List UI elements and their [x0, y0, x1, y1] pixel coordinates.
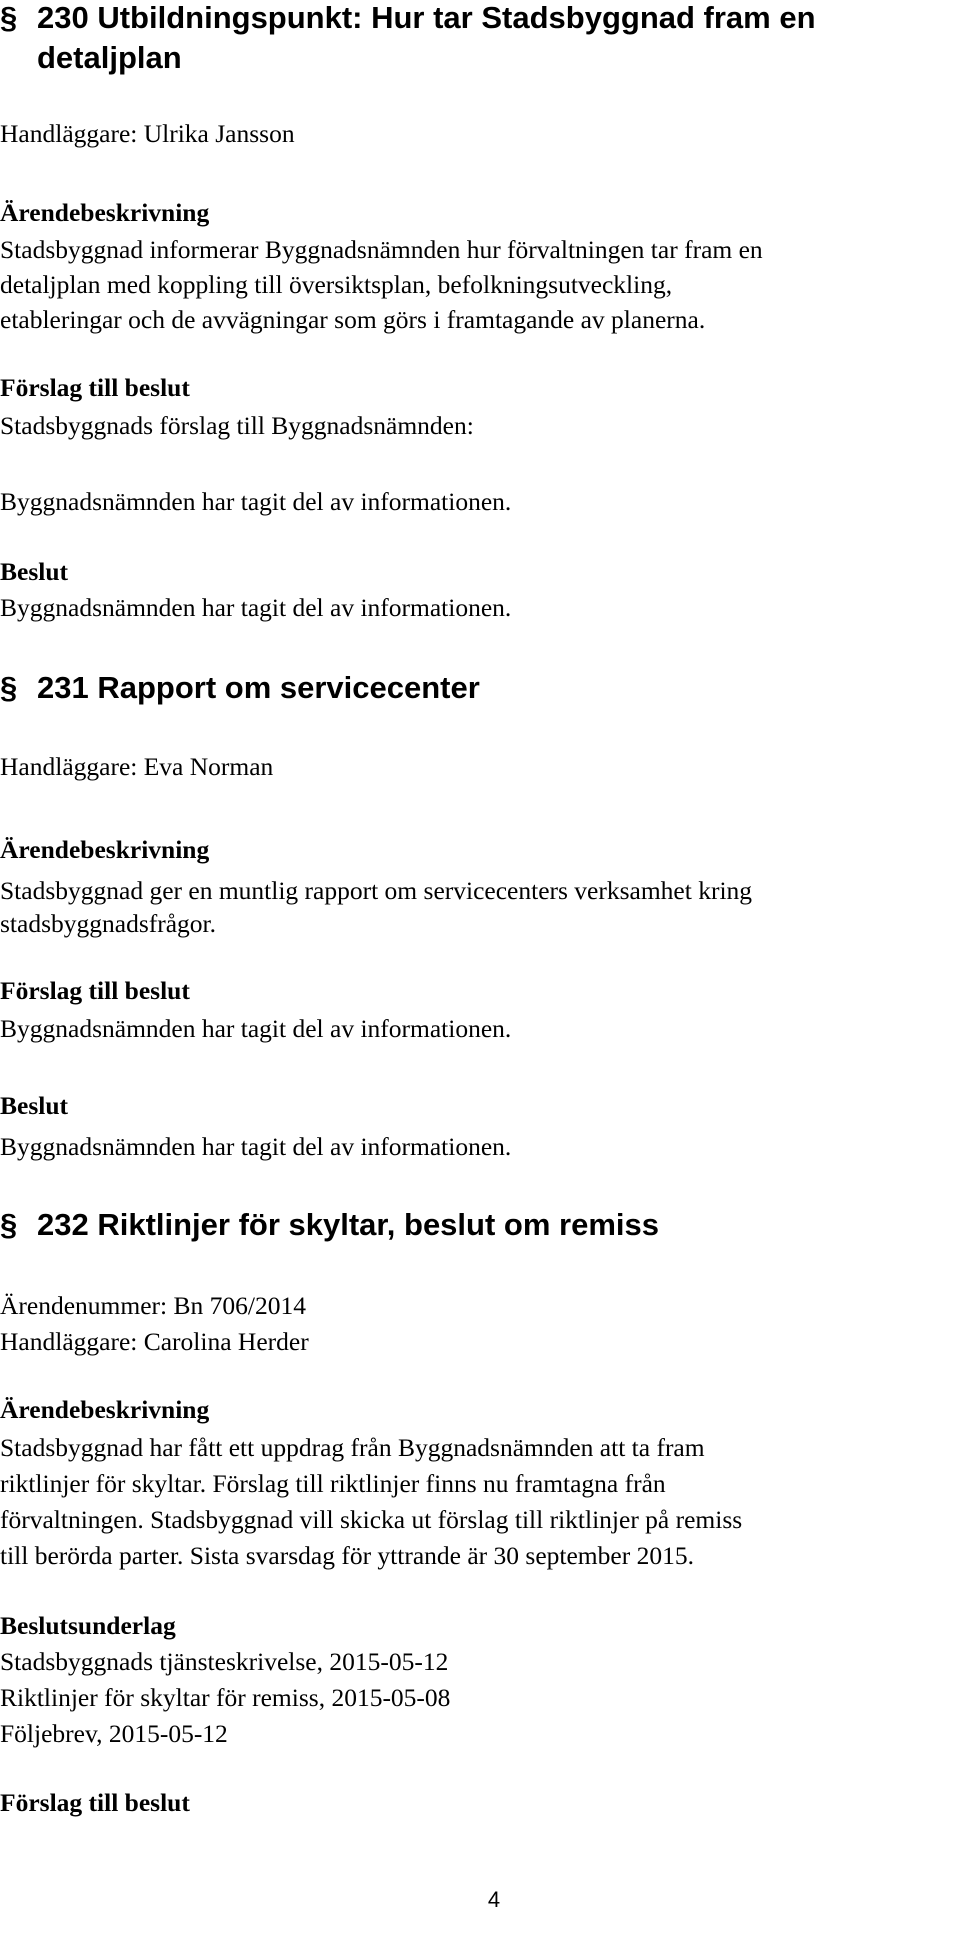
beslut-label-231: Beslut: [0, 1091, 69, 1120]
forslag-label-232: Förslag till beslut: [0, 1788, 190, 1817]
arendebeskrivning-line: förvaltningen. Stadsbyggnad vill skicka ut förslag till riktlinjer på remiss: [0, 1505, 743, 1534]
beslutsunderlag-label-232: Beslutsunderlag: [0, 1611, 176, 1640]
beslut-label-230: Beslut: [0, 557, 69, 586]
beslut-text-231: Byggnadsnämnden har tagit del av informationen.: [0, 1132, 512, 1161]
forslag-text-230: Byggnadsnämnden har tagit del av informationen.: [0, 487, 512, 516]
arendebeskrivning-label-232: Ärendebeskrivning: [0, 1395, 210, 1424]
forslag-label-231: Förslag till beslut: [0, 976, 190, 1005]
arendebeskrivning-line: Stadsbyggnad har fått ett uppdrag från Byggnadsnämnden att ta fram: [0, 1433, 705, 1462]
beslut-text-230: Byggnadsnämnden har tagit del av informationen.: [0, 593, 512, 622]
section-heading-231: § 231 Rapport om servicecenter: [0, 668, 942, 708]
page-number: 4: [487, 1887, 501, 1912]
arendebeskrivning-label-231: Ärendebeskrivning: [0, 835, 210, 864]
beslutsunderlag-item: Riktlinjer för skyltar för remiss, 2015-05-08: [0, 1683, 451, 1712]
arendebeskrivning-line: etableringar och de avvägningar som görs i framtagande av planerna.: [0, 305, 706, 334]
beslutsunderlag-item: Stadsbyggnads tjänsteskrivelse, 2015-05-12: [0, 1647, 449, 1676]
section-sign-icon: §: [0, 0, 18, 35]
beslutsunderlag-item: Följebrev, 2015-05-12: [0, 1719, 228, 1748]
handlaggare-232: Handläggare: Carolina Herder: [0, 1327, 309, 1356]
handlaggare-231: Handläggare: Eva Norman: [0, 752, 274, 781]
arendebeskrivning-line: till berörda parter. Sista svarsdag för yttrande är 30 september 2015.: [0, 1541, 694, 1570]
handlaggare-230: Handläggare: Ulrika Jansson: [0, 119, 295, 148]
arendebeskrivning-line: Stadsbyggnad ger en muntlig rapport om servicecenters verksamhet kring: [0, 876, 753, 905]
section-sign-icon: §: [0, 670, 18, 705]
section-sign-icon: §: [0, 1207, 18, 1242]
arendenummer-232: Ärendenummer: Bn 706/2014: [0, 1291, 306, 1320]
forslag-label-230: Förslag till beslut: [0, 373, 190, 402]
section-heading-230: § 230 Utbildningspunkt: Hur tar Stadsbyggnad fram en detaljplan: [0, 0, 816, 75]
arendebeskrivning-line: riktlinjer för skyltar. Förslag till riktlinjer finns nu framtagna från: [0, 1469, 666, 1498]
arendebeskrivning-line: detaljplan med koppling till översiktsplan, befolkningsutveckling,: [0, 270, 673, 299]
arendebeskrivning-line: stadsbyggnadsfrågor.: [0, 909, 217, 938]
arendebeskrivning-label-230: Ärendebeskrivning: [0, 198, 210, 227]
section-heading-232: § 232 Riktlinjer för skyltar, beslut om remiss: [0, 1205, 942, 1245]
forslag-text-231: Byggnadsnämnden har tagit del av informationen.: [0, 1014, 512, 1043]
forslag-intro-230: Stadsbyggnads förslag till Byggnadsnämnden:: [0, 411, 474, 440]
arendebeskrivning-line: Stadsbyggnad informerar Byggnadsnämnden hur förvaltningen tar fram en: [0, 235, 763, 264]
